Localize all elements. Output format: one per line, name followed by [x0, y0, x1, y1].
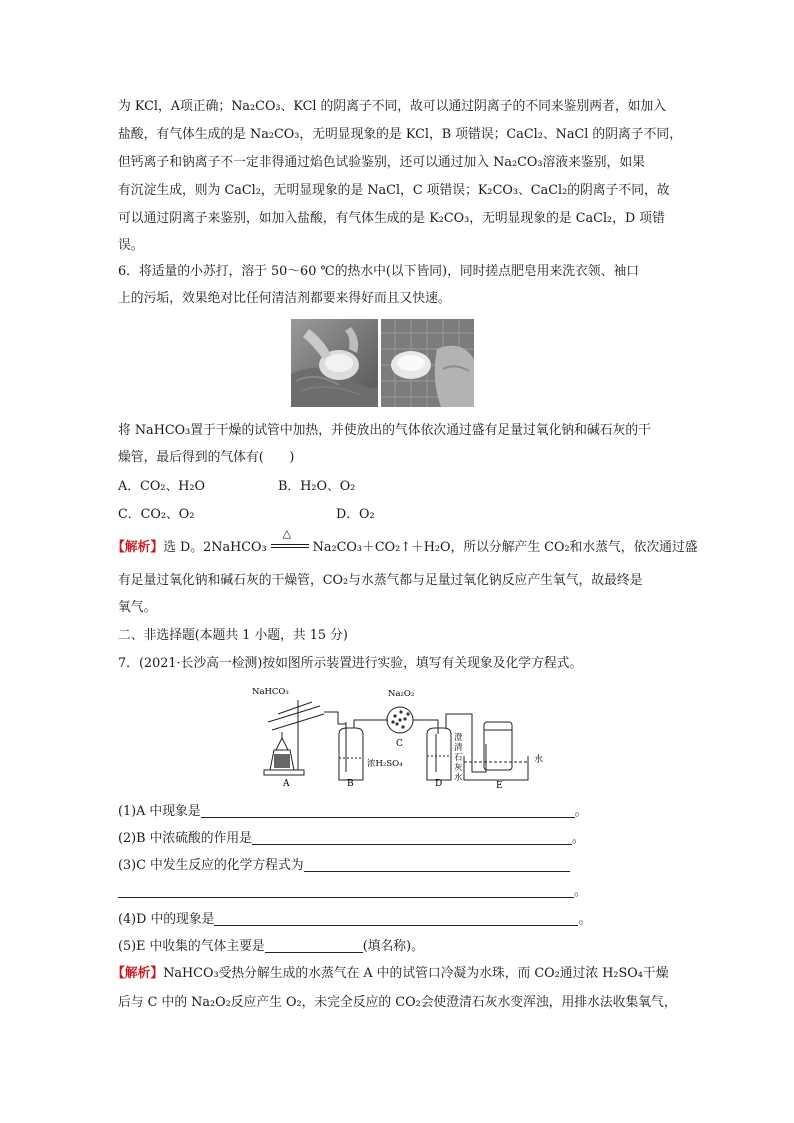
answer-blank-4[interactable] [214, 911, 578, 926]
laundry-photo-right [381, 319, 474, 407]
option-a: A．CO₂、H₂O [118, 479, 206, 494]
subquestion-5: (5)E 中收集的气体主要是 (填名称)。 [118, 939, 424, 954]
explanation-line-3: 但钙离子和钠离子不一定非得通过焰色试验鉴别，还可以通过加入 Na₂CO₃溶液来鉴别，如果 [118, 155, 645, 170]
label-e: E [496, 781, 503, 789]
answer-6-line-1 [112, 527, 698, 558]
question-6-line-2: 上的污垢，效果绝对比任何清洁剂都要来得好而且又快速。 [118, 291, 451, 306]
explanation-line-4: 有沉淀生成，则为 CaCl₂，无明显现象的是 NaCl，C 项错误；K₂CO₃、CaCl₂的阴离子不同，故 [118, 183, 670, 198]
label-c: C [396, 739, 403, 749]
label-na2o2: Na₂O₂ [388, 689, 415, 699]
explanation-line-1: 为 KCl，A项正确；Na₂CO₃、KCl 的阴离子不同，故可以通过阴离子的不同来鉴别两者，如加入 [118, 99, 667, 114]
label-lime-1: 澄 [454, 733, 463, 743]
option-c: C．CO₂、O₂ [118, 507, 195, 522]
section-heading: 二、非选择题(本题共 1 小题，共 15 分) [118, 628, 348, 643]
laundry-photo-left [291, 319, 378, 407]
bottle-b [339, 728, 363, 780]
trough-e [464, 756, 528, 780]
bottle-d [427, 728, 451, 780]
answer-blank-2[interactable] [252, 830, 572, 845]
explanation-line-5: 可以通过阴离子来鉴别，如加入盐酸，有气体生成的是 K₂CO₃，无明显现象的是 CaCl₂，D 项错 [118, 211, 665, 226]
label-lime-5: 水 [454, 773, 463, 783]
answer-7-line-1: 【解析】NaHCO₃受热分解生成的水蒸气在 A 中的试管口冷凝为水珠，而 CO₂通过浓 H₂SO₄干燥 [112, 966, 669, 981]
answer-blank-1[interactable] [201, 803, 575, 818]
subquestion-1: (1)A 中现象是 。 [118, 804, 588, 819]
label-lime-4: 灰 [454, 763, 463, 773]
answer-blank-3b[interactable] [118, 883, 574, 898]
answer-blank-3a[interactable] [304, 857, 570, 872]
equation-rest: Na₂CO₃＋CO₂↑＋H₂O，所以分解产生 CO₂和水蒸气，依次通过盛 [312, 540, 698, 555]
answer-choice: 选 D。2NaHCO₃ [163, 540, 267, 555]
label-d: D [435, 779, 443, 789]
label-a: A [283, 779, 290, 789]
explanation-line-2: 盐酸，有气体生成的是 Na₂CO₃，无明显现象的是 KCl，B 项错误；CaCl₂、NaCl 的阴离子不同， [118, 127, 682, 142]
option-b: B．H₂O、O₂ [278, 479, 356, 494]
apparatus-diagram [250, 684, 555, 789]
subquestion-4: (4)D 中的现象是 。 [118, 912, 592, 927]
label-b: B [347, 779, 354, 789]
heat-triangle-icon: △ [282, 527, 292, 540]
heat-condition-arrow [271, 527, 309, 553]
question-6-line-1: 6．将适量的小苏打，溶于 50～60 ℃的热水中(以下皆同)，同时搓点肥皂用来洗衣领、袖口 [118, 264, 640, 279]
label-lime-2: 清 [454, 743, 463, 753]
answer-tag: 【解析】 [112, 540, 164, 555]
label-h2so4: 浓H₂SO₄ [367, 759, 403, 769]
answer-6-line-2: 有足量过氧化钠和碱石灰的干燥管，CO₂与水蒸气都与足量过氧化钠反应产生氧气，故最终是 [118, 573, 643, 588]
question-7-stem: 7．(2021·长沙高一检测)按如图所示装置进行实验，填写有关现象及化学方程式。 [118, 656, 583, 671]
answer-6-line-3: 氧气。 [118, 600, 157, 615]
answer-7-line-2: 后与 C 中的 Na₂O₂反应产生 O₂，未完全反应的 CO₂会使澄清石灰水变浑浊，用排水法收集氧气， [118, 995, 677, 1010]
label-nahco3: NaHCO₃ [252, 687, 289, 697]
collecting-bottle [484, 722, 512, 770]
subquestion-3: (3)C 中发生反应的化学方程式为 [118, 856, 570, 876]
subquestion-2: (2)B 中浓硫酸的作用是 。 [118, 831, 585, 846]
option-d: D．O₂ [336, 507, 375, 522]
answer-blank-5[interactable] [265, 938, 363, 953]
question-6-line-4: 燥管，最后得到的气体有( ) [118, 450, 295, 465]
label-water: 水 [534, 755, 544, 765]
explanation-line-6: 误。 [118, 238, 144, 253]
stand-base [264, 770, 304, 775]
label-lime-3: 石 [454, 753, 463, 763]
question-6-line-3: 将 NaHCO₃置于干燥的试管中加热，并使放出的气体依次通过盛有足量过氧化钠和碱石灰的干 [118, 423, 651, 438]
subquestion-3-continued: 。 [118, 882, 587, 902]
